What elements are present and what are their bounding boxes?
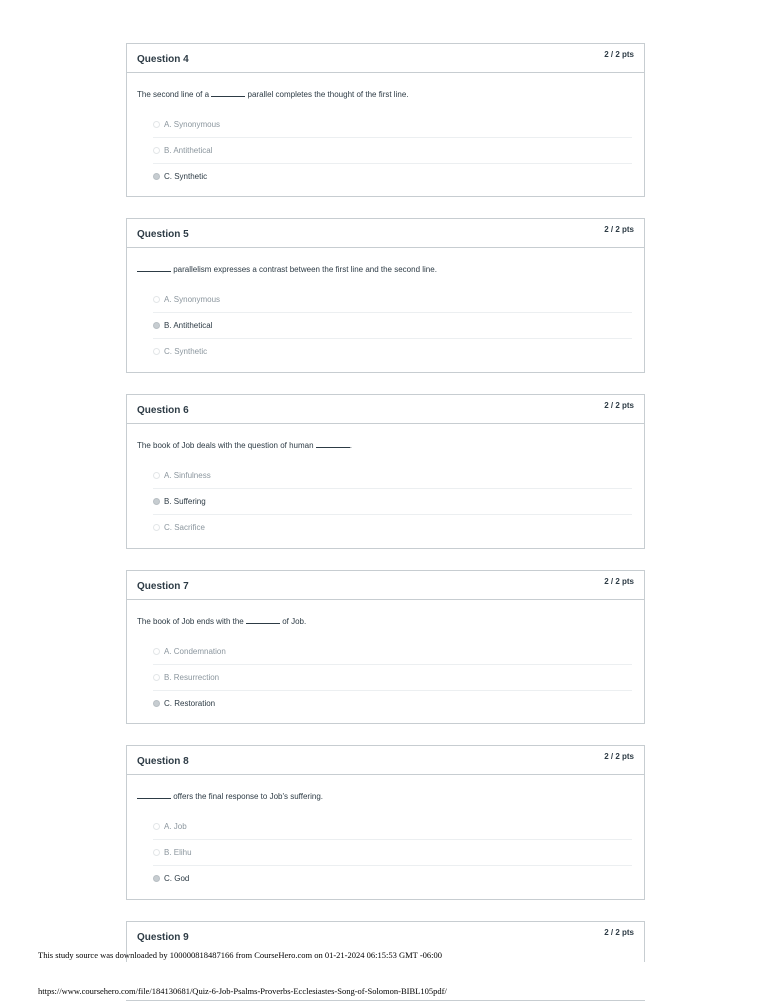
question-card [126, 394, 645, 549]
radio-icon[interactable] [153, 121, 160, 128]
question-text-after: offers the final response to Job's suffering. [171, 792, 323, 801]
fill-blank [137, 791, 171, 799]
answer-option[interactable] [153, 338, 632, 364]
source-url[interactable]: https://www.coursehero.com/file/184130681/Quiz-6-Job-Psalms-Proverbs-Ecclesiastes-Song-of-Solomon-BIBL105pdf/ [38, 986, 447, 996]
answer-list [127, 639, 644, 722]
question-text-after: parallelism expresses a contrast between the first line and the second line. [171, 265, 437, 274]
answer-option[interactable] [153, 839, 632, 865]
answer-option[interactable] [153, 463, 632, 488]
radio-selected-icon[interactable] [153, 498, 160, 505]
answer-label: C. Synthetic [164, 347, 208, 356]
fill-blank [137, 264, 171, 272]
question-text [127, 775, 644, 814]
answer-option-selected[interactable] [153, 312, 632, 338]
question-header [127, 571, 644, 600]
answer-option-selected[interactable] [153, 163, 632, 189]
question-points: 2 / 2 pts [604, 928, 634, 937]
answer-label: A. Sinfulness [164, 471, 211, 480]
question-text [127, 248, 644, 287]
radio-icon[interactable] [153, 648, 160, 655]
radio-icon[interactable] [153, 348, 160, 355]
answer-label: C. God [164, 874, 190, 883]
answer-label: B. Resurrection [164, 673, 220, 682]
radio-icon[interactable] [153, 472, 160, 479]
answer-label: C. Sacrifice [164, 523, 205, 532]
answer-label: B. Antithetical [164, 146, 213, 155]
question-header [127, 395, 644, 424]
answer-option[interactable] [153, 814, 632, 839]
question-title: Question 9 [137, 932, 189, 943]
question-text-after: of Job. [279, 617, 307, 626]
answer-option[interactable] [153, 514, 632, 540]
answer-label: A. Synonymous [164, 295, 221, 304]
question-card [126, 570, 645, 724]
answer-list [127, 463, 644, 546]
fill-blank [316, 440, 353, 450]
question-points: 2 / 2 pts [604, 577, 634, 586]
question-header [127, 922, 644, 950]
question-points: 2 / 2 pts [604, 50, 634, 59]
question-text-after: parallel completes the thought of the first line. [245, 90, 409, 99]
answer-option[interactable] [153, 639, 632, 664]
answer-label: C. Synthetic [164, 172, 208, 181]
radio-selected-icon[interactable] [153, 700, 160, 707]
question-text [127, 424, 644, 463]
answer-list [127, 814, 644, 897]
answer-option[interactable] [153, 112, 632, 137]
fill-blank [246, 616, 280, 624]
question-title: Question 8 [137, 756, 189, 767]
answer-option-selected[interactable] [153, 865, 632, 891]
question-text-before: The second line of a [137, 90, 212, 99]
answer-label: A. Job [164, 822, 187, 831]
radio-icon[interactable] [153, 296, 160, 303]
radio-icon[interactable] [153, 674, 160, 681]
answer-label: B. Suffering [164, 497, 206, 506]
question-text [127, 73, 644, 112]
radio-selected-icon[interactable] [153, 875, 160, 882]
question-card [126, 745, 645, 900]
answer-label: A. Condemnation [164, 647, 226, 656]
download-notice: This study source was downloaded by 100000818487166 from CourseHero.com on 01-21-2024 06:15:53 GMT -06:00 [38, 950, 443, 960]
radio-icon[interactable] [153, 524, 160, 531]
question-points: 2 / 2 pts [604, 752, 634, 761]
radio-icon[interactable] [153, 849, 160, 856]
answer-option[interactable] [153, 664, 632, 690]
radio-selected-icon[interactable] [153, 173, 160, 180]
radio-icon[interactable] [153, 823, 160, 830]
answer-option[interactable] [153, 137, 632, 163]
answer-option-selected[interactable] [153, 690, 632, 716]
question-points: 2 / 2 pts [604, 225, 634, 234]
question-card [126, 43, 645, 197]
question-card [126, 218, 645, 373]
answer-label: A. Synonymous [164, 120, 221, 129]
answer-label: B. Elihu [164, 848, 192, 857]
question-title: Question 4 [137, 54, 189, 65]
answer-option[interactable] [153, 287, 632, 312]
fill-blank [211, 89, 245, 97]
answer-label: C. Restoration [164, 699, 216, 708]
question-header [127, 44, 644, 73]
question-text-after: . [349, 441, 353, 450]
answer-option-selected[interactable] [153, 488, 632, 514]
question-text-before: The book of Job deals with the question of human [137, 441, 316, 450]
question-title: Question 6 [137, 405, 189, 416]
question-header [127, 219, 644, 248]
radio-icon[interactable] [153, 147, 160, 154]
answer-label: B. Antithetical [164, 321, 213, 330]
question-title: Question 7 [137, 581, 189, 592]
question-text [127, 600, 644, 639]
question-header [127, 746, 644, 775]
answer-list [127, 112, 644, 195]
question-points: 2 / 2 pts [604, 401, 634, 410]
radio-selected-icon[interactable] [153, 322, 160, 329]
question-title: Question 5 [137, 229, 189, 240]
question-text-before: The book of Job ends with the [137, 617, 246, 626]
answer-list [127, 287, 644, 370]
